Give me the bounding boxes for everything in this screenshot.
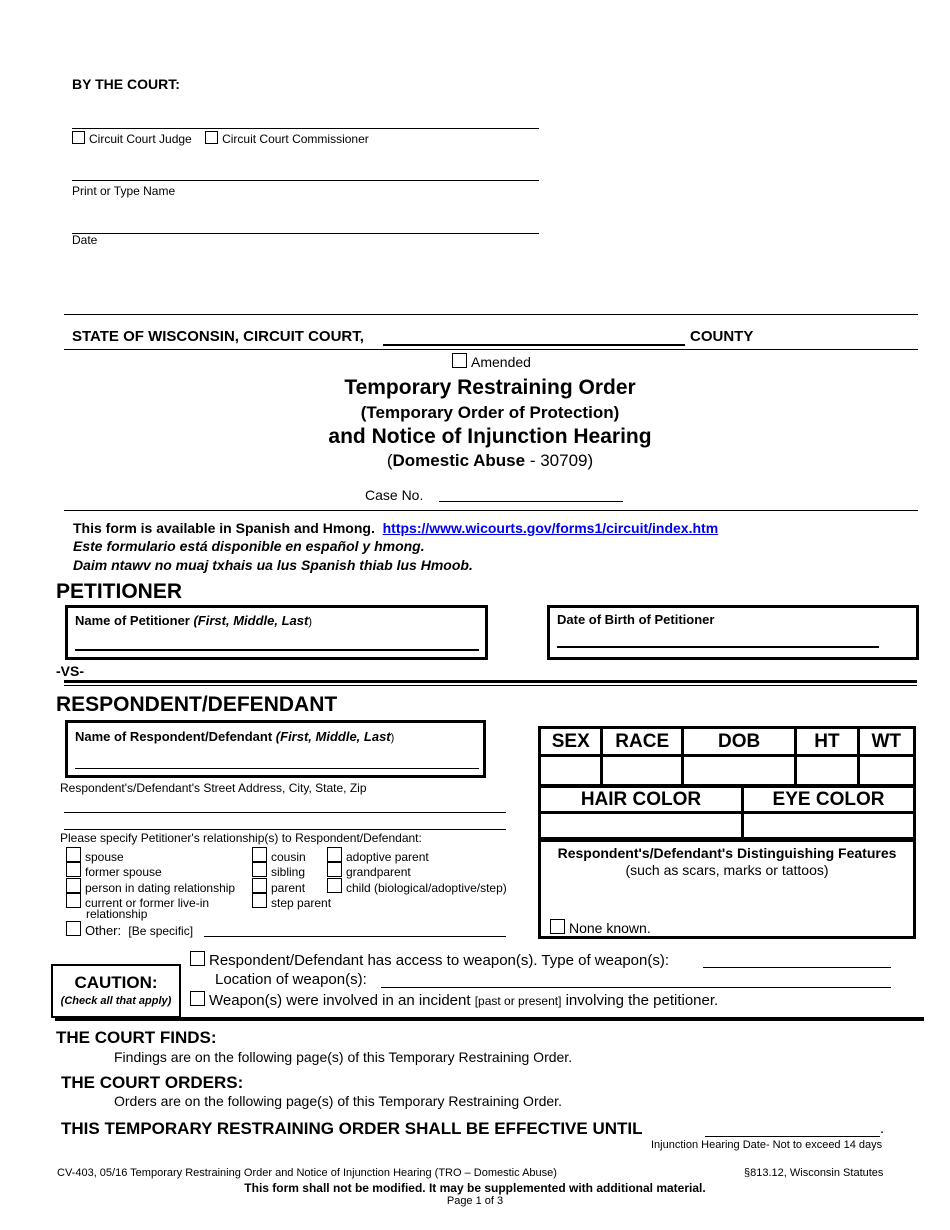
petitioner-name-hint: (First, Middle, Last	[193, 613, 309, 628]
case-no-label: Case No.	[365, 487, 424, 503]
court-finds-heading: THE COURT FINDS:	[56, 1028, 217, 1047]
weapons-incident-option	[190, 991, 718, 1009]
rel-other-line[interactable]	[204, 936, 506, 937]
versus-label: -VS-	[56, 663, 84, 679]
spanish-notice: Este formulario está disponible en español y hmong.	[73, 538, 425, 554]
weapons-incident-label-end: involving the petitioner.	[561, 992, 719, 1009]
amended-option	[452, 353, 531, 370]
rel-sibling-label: sibling	[271, 865, 306, 879]
rel-adoptive-parent-checkbox[interactable]	[327, 847, 342, 862]
weapons-location-line[interactable]	[381, 987, 891, 988]
race-header: RACE	[602, 728, 682, 756]
print-name-line[interactable]	[72, 180, 539, 181]
wt-cell[interactable]	[858, 756, 914, 786]
wt-header: WT	[858, 728, 914, 756]
rel-child-checkbox[interactable]	[327, 878, 342, 893]
rel-live-in-label-cont: relationship	[86, 907, 148, 921]
features-hint: (such as scars, marks or tattoos)	[625, 862, 829, 878]
case-type-name: Domestic Abuse	[392, 451, 526, 470]
judge-label: Circuit Court Judge	[89, 132, 192, 146]
form-subtitle: (Temporary Order of Protection)	[360, 403, 620, 422]
sex-header: SEX	[540, 728, 602, 756]
effective-date-note: Injunction Hearing Date- Not to exceed 14 days	[651, 1139, 883, 1151]
rel-live-in-checkbox[interactable]	[66, 893, 81, 908]
rel-former-spouse-checkbox[interactable]	[66, 862, 81, 877]
case-no-rule	[64, 510, 918, 511]
petitioner-heading: PETITIONER	[56, 580, 183, 603]
rel-dating-checkbox[interactable]	[66, 878, 81, 893]
rel-child	[327, 878, 507, 895]
rel-child-label: child (biological/adoptive/step)	[346, 881, 507, 895]
dob-header: DOB	[682, 728, 795, 756]
judge-signature-line[interactable]	[72, 128, 539, 129]
rel-other	[66, 921, 193, 938]
rel-grandparent-label: grandparent	[346, 865, 411, 879]
date-line[interactable]	[72, 233, 539, 234]
form-title: Temporary Restraining Order	[344, 376, 636, 399]
modification-notice: This form shall not be modified. It may be supplemented with additional material.	[244, 1181, 706, 1195]
rel-dating-label: person in dating relationship	[85, 881, 236, 895]
weapons-incident-label: Weapon(s) were involved in an incident	[209, 992, 475, 1009]
features-title: Respondent's/Defendant's Distinguishing Features	[557, 845, 897, 861]
date-label: Date	[72, 233, 98, 247]
statute-reference: §813.12, Wisconsin Statutes	[744, 1167, 884, 1179]
forms-link[interactable]: https://www.wicourts.gov/forms1/circuit/index.htm	[382, 520, 719, 536]
commissioner-label: Circuit Court Commissioner	[222, 132, 369, 146]
dob-cell[interactable]	[682, 756, 795, 786]
judge-type-options	[72, 131, 369, 146]
weapons-incident-checkbox[interactable]	[190, 991, 205, 1006]
court-finds-text: Findings are on the following page(s) of this Temporary Restraining Order.	[114, 1049, 573, 1065]
rel-sibling-checkbox[interactable]	[252, 862, 267, 877]
state-court-label: STATE OF WISCONSIN, CIRCUIT COURT,	[72, 328, 364, 345]
relationship-prompt: Please specify Petitioner's relationship(s) to Respondent/Defendant:	[60, 831, 422, 845]
hmong-notice: Daim ntawv no muaj txhais ua lus Spanish thiab lus Hmoob.	[73, 557, 473, 573]
petitioner-dob-label: Date of Birth of Petitioner	[557, 612, 715, 627]
respondent-heading: RESPONDENT/DEFENDANT	[56, 693, 338, 716]
judge-checkbox[interactable]	[72, 131, 85, 144]
caption-top-rule	[64, 314, 918, 315]
weapons-access-option	[190, 951, 669, 969]
rel-grandparent	[327, 862, 411, 879]
caution-hint: (Check all that apply)	[60, 995, 172, 1007]
effective-date-line[interactable]	[705, 1136, 880, 1137]
rel-spouse-label: spouse	[85, 850, 124, 864]
weapons-access-checkbox[interactable]	[190, 951, 205, 966]
case-type	[240, 451, 740, 471]
form-title-notice: and Notice of Injunction Hearing	[328, 425, 652, 448]
physical-description-table	[538, 726, 916, 787]
form-id: CV-403, 05/16 Temporary Restraining Order and Notice of Injunction Hearing (TRO – Domestic Abuse)	[57, 1167, 557, 1179]
language-notice-text: This form is available in Spanish and Hmong.	[73, 520, 375, 536]
weapons-incident-qualifier: [past or present]	[474, 994, 562, 1008]
vs-thick-rule	[64, 680, 917, 683]
respondent-name-label	[75, 729, 394, 744]
weapons-location-label: Location of weapon(s):	[215, 971, 367, 988]
rel-other-hint: [Be specific]	[128, 924, 194, 938]
commissioner-checkbox[interactable]	[205, 131, 218, 144]
language-notice	[73, 520, 718, 536]
caution-bottom-rule	[55, 1017, 924, 1021]
ht-header: HT	[796, 728, 858, 756]
race-cell[interactable]	[602, 756, 682, 786]
respondent-name-hint-close: )	[390, 732, 395, 744]
none-known-checkbox[interactable]	[550, 919, 565, 934]
rel-parent-label: parent	[271, 881, 306, 895]
court-orders-heading: THE COURT ORDERS:	[61, 1073, 244, 1092]
rel-cousin-checkbox[interactable]	[252, 847, 267, 862]
vs-thin-rule	[64, 685, 917, 686]
petitioner-dob-box	[547, 605, 919, 660]
rel-cousin-label: cousin	[271, 850, 306, 864]
caution-title: CAUTION:	[74, 973, 158, 992]
rel-parent-checkbox[interactable]	[252, 878, 267, 893]
rel-live-in-label: current or former live-in	[85, 896, 210, 910]
weapon-type-line[interactable]	[703, 967, 891, 968]
distinguishing-features-box[interactable]	[538, 837, 916, 939]
petitioner-name-label	[75, 613, 312, 628]
rel-sibling	[252, 862, 305, 879]
print-name-label: Print or Type Name	[72, 184, 176, 198]
respondent-name-text: Name of Respondent/Defendant	[75, 729, 276, 744]
rel-former-spouse	[66, 862, 162, 879]
rel-adoptive-parent-label: adoptive parent	[346, 850, 429, 864]
rel-spouse-checkbox[interactable]	[66, 847, 81, 862]
respondent-name-line[interactable]	[75, 768, 479, 769]
petitioner-name-box	[65, 605, 488, 660]
caption-bottom-rule	[64, 349, 918, 350]
rel-other-label: Other:	[85, 923, 122, 938]
amended-label: Amended	[471, 354, 531, 370]
respondent-name-box	[65, 720, 486, 778]
rel-grandparent-checkbox[interactable]	[327, 862, 342, 877]
petitioner-dob-line[interactable]	[557, 646, 879, 648]
hair-color-header: HAIR COLOR	[540, 787, 743, 813]
case-type-open: (	[386, 451, 393, 470]
none-known-label: None known.	[569, 920, 651, 936]
amended-checkbox[interactable]	[452, 353, 467, 368]
rel-step-parent-label: step parent	[271, 896, 332, 910]
county-name-line[interactable]	[383, 344, 685, 346]
respondent-address-label: Respondent's/Defendant's Street Address, City, State, Zip	[60, 781, 367, 795]
petitioner-name-line[interactable]	[75, 649, 479, 651]
rel-step-parent-checkbox[interactable]	[252, 893, 267, 908]
effective-period: .	[880, 1120, 885, 1137]
county-label: COUNTY	[690, 328, 754, 345]
weapons-access-label: Respondent/Defendant has access to weapon(s). Type of weapon(s):	[209, 952, 669, 969]
ht-cell[interactable]	[796, 756, 858, 786]
court-orders-text: Orders are on the following page(s) of this Temporary Restraining Order.	[114, 1093, 562, 1109]
none-known-option	[550, 919, 651, 936]
hair-eye-table	[538, 785, 916, 842]
petitioner-name-text: Name of Petitioner	[75, 613, 194, 628]
rel-step-parent	[252, 893, 331, 910]
case-type-code: - 30709)	[525, 451, 594, 470]
respondent-address-line2[interactable]	[64, 829, 506, 830]
respondent-name-hint: (First, Middle, Last	[275, 729, 391, 744]
respondent-address-line1[interactable]	[64, 812, 506, 813]
rel-former-spouse-label: former spouse	[85, 865, 162, 879]
case-no-line[interactable]	[439, 501, 623, 502]
by-the-court-heading: BY THE COURT:	[72, 76, 180, 92]
sex-cell[interactable]	[540, 756, 602, 786]
caution-box	[51, 964, 181, 1018]
page-number: Page 1 of 3	[446, 1195, 504, 1207]
rel-other-checkbox[interactable]	[66, 921, 81, 936]
effective-until-label: THIS TEMPORARY RESTRAINING ORDER SHALL BE EFFECTIVE UNTIL	[61, 1119, 643, 1138]
petitioner-name-hint-close: )	[308, 616, 312, 628]
eye-color-header: EYE COLOR	[743, 787, 915, 813]
